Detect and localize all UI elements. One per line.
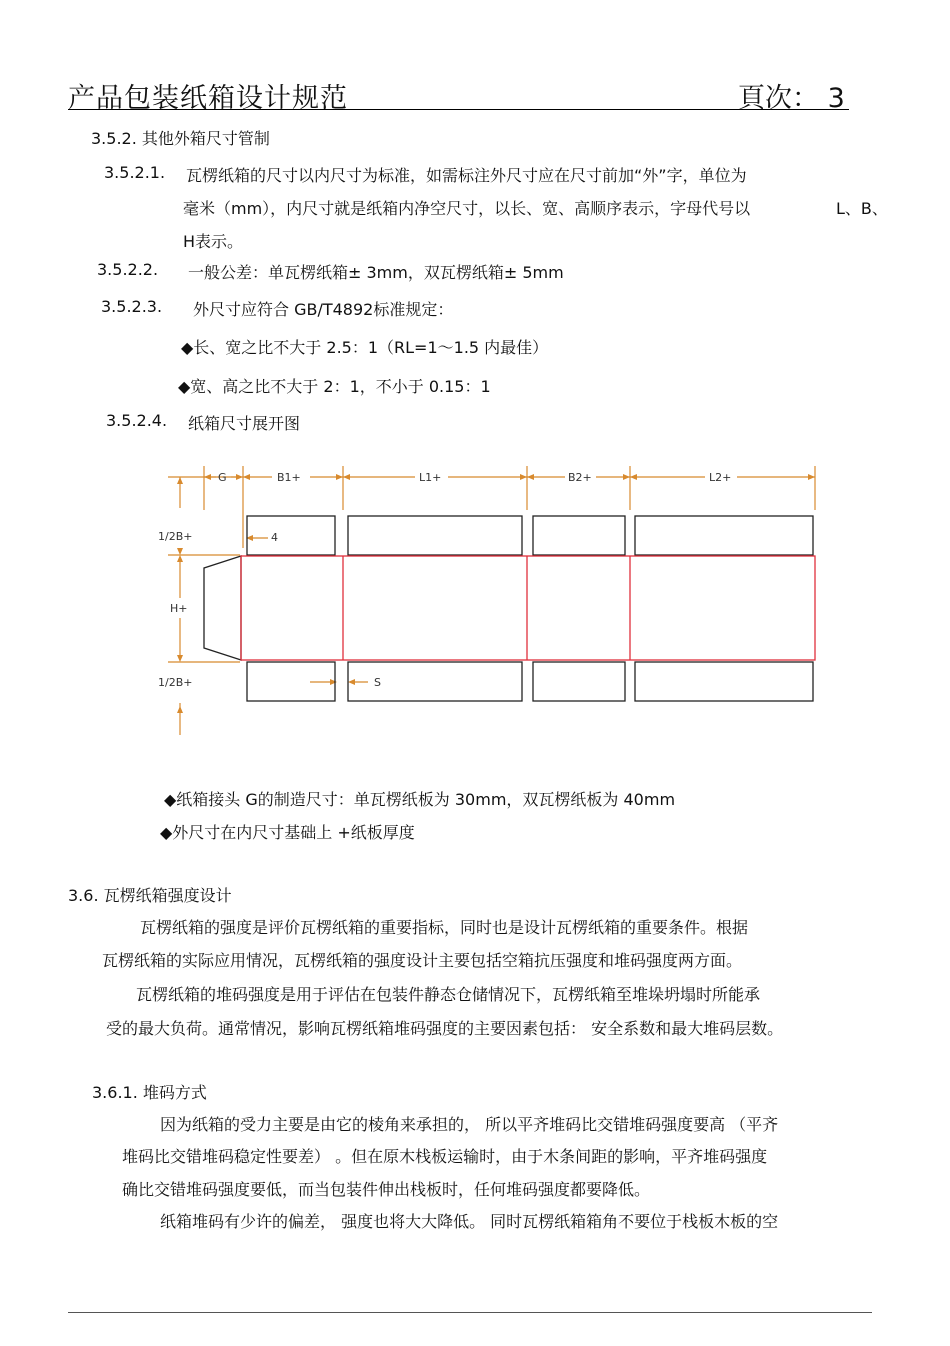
- section-3-5-2-3-number: 3.5.2.3.: [101, 297, 163, 316]
- paragraph-line: 外尺寸应符合 GB/T4892标准规定：: [193, 300, 454, 319]
- dimension-arrowheads: [177, 474, 815, 713]
- paragraph-line: 瓦楞纸箱的实际应用情况，瓦楞纸箱的强度设计主要包括空箱抗压强度和堆码强度两方面。: [102, 951, 743, 970]
- label-g: G: [218, 471, 227, 484]
- paragraph-line: 纸箱堆码有少许的偏差， 强度也将大大降低。 同时瓦楞纸箱箱角不要位于栈板木板的空: [160, 1212, 779, 1231]
- paragraph-line: 因为纸箱的受力主要是由它的棱角来承担的， 所以平齐堆码比交错堆码强度要高 （平齐: [160, 1115, 779, 1134]
- paragraph-line: 确比交错堆码强度要低，而当包装件伸出栈板时，任何堆码强度都要降低。: [122, 1180, 651, 1199]
- paragraph-line: 瓦楞纸箱的强度是评价瓦楞纸箱的重要指标，同时也是设计瓦楞纸箱的重要条件。根据: [140, 918, 749, 937]
- section-3-6-heading: 3.6. 瓦楞纸箱强度设计: [68, 886, 232, 905]
- paragraph-line: L、B、: [836, 199, 888, 218]
- label-half-b-top: 1/2B+: [158, 530, 193, 543]
- fold-lines: [241, 556, 815, 660]
- paragraph-line: H表示。: [183, 232, 244, 251]
- label-h: H+: [170, 602, 188, 615]
- paragraph-line: 一般公差：单瓦楞纸箱± 3mm，双瓦楞纸箱± 5mm: [188, 263, 564, 282]
- paragraph-line: 纸箱尺寸展开图: [188, 414, 301, 433]
- dimension-lines: [168, 466, 815, 735]
- section-3-6-1-heading: 3.6.1. 堆码方式: [92, 1083, 207, 1102]
- paragraph-line: 堆码比交错堆码稳定性要差） 。但在原木栈板运输时，由于木条间距的影响，平齐堆码强度: [122, 1147, 768, 1166]
- label-l2: L2+: [709, 471, 732, 484]
- paragraph-line: 瓦楞纸箱的尺寸以内尺寸为标准，如需标注外尺寸应在尺寸前加“外”字，单位为: [186, 166, 747, 185]
- label-4: 4: [271, 531, 278, 544]
- page-title: 产品包装纸箱设计规范: [68, 83, 348, 114]
- label-l1: L1+: [419, 471, 442, 484]
- paragraph-line: 瓦楞纸箱的堆码强度是用于评估在包装件静态仓储情况下，瓦楞纸箱至堆垛坍塌时所能承: [136, 985, 761, 1004]
- bullet-item: ◆宽、高之比不大于 2：1，不小于 0.15：1: [178, 377, 491, 396]
- bullet-item: ◆纸箱接头 G的制造尺寸：单瓦楞纸板为 30mm，双瓦楞纸板为 40mm: [164, 790, 676, 809]
- bullet-item: ◆长、宽之比不大于 2.5：1（RL=1～1.5 内最佳）: [181, 338, 549, 357]
- label-half-b-bottom: 1/2B+: [158, 676, 193, 689]
- paragraph-line: 毫米（mm），内尺寸就是纸箱内净空尺寸，以长、宽、高顺序表示，字母代号以: [183, 199, 751, 218]
- label-b2: B2+: [568, 471, 592, 484]
- label-b1: B1+: [277, 471, 301, 484]
- section-3-5-2-heading: 3.5.2. 其他外箱尺寸管制: [91, 129, 270, 148]
- section-3-5-2-2-number: 3.5.2.2.: [97, 260, 159, 279]
- section-3-5-2-1-number: 3.5.2.1.: [104, 163, 166, 182]
- paragraph-line: 受的最大负荷。通常情况，影响瓦楞纸箱堆码强度的主要因素包括： 安全系数和最大堆码层数。: [106, 1019, 784, 1038]
- section-3-5-2-4-number: 3.5.2.4.: [106, 411, 168, 430]
- flap-outlines: [204, 516, 813, 701]
- footer-divider: [68, 1312, 872, 1313]
- bullet-item: ◆外尺寸在内尺寸基础上 +纸板厚度: [160, 823, 415, 842]
- label-s: S: [374, 676, 381, 689]
- page-number: 頁次： 3: [738, 83, 845, 114]
